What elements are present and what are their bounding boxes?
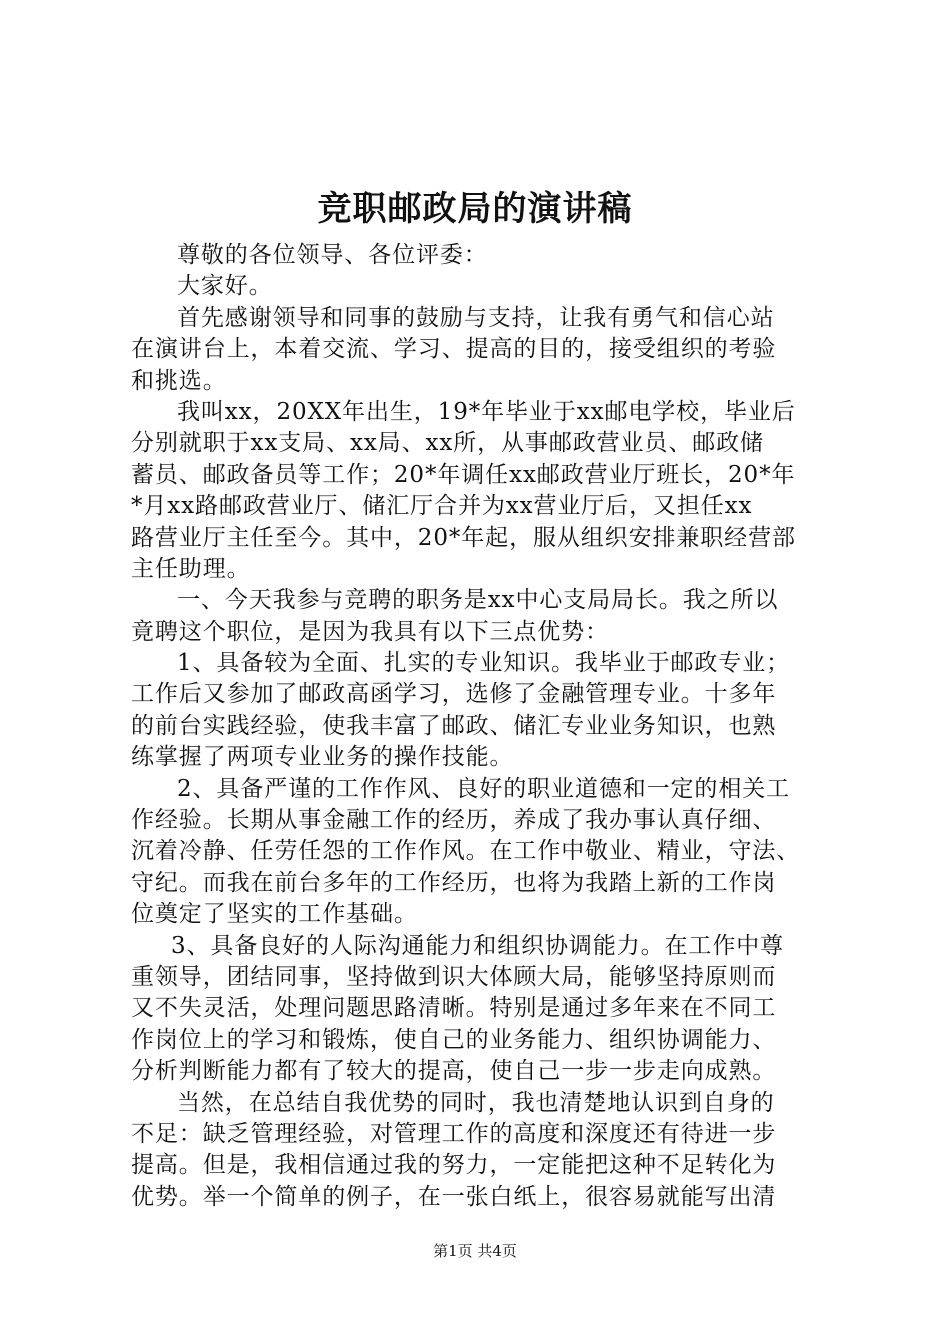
body-line: 竟聘这个职位，是因为我具有以下三点优势： — [131, 618, 609, 645]
body-line: 优势。举一个简单的例子，在一张白纸上，很容易就能写出清 — [131, 1183, 777, 1210]
body-line: 重领导，团结同事，坚持做到识大体顾大局，能够坚持原则而 — [131, 963, 777, 990]
body-line: 一、今天我参与竞聘的职务是xx中心支局局长。我之所以 — [177, 587, 779, 614]
body-line: 路营业厅主任至今。其中，20*年起，服从组织安排兼职经营部 — [131, 524, 796, 551]
body-line: 位奠定了坚实的工作基础。 — [131, 901, 418, 928]
page-number: 第1页 共4页 — [433, 1242, 517, 1260]
body-line: 主任助理。 — [131, 555, 251, 582]
body-line: *月xx路邮政营业厅、储汇厅合并为xx营业厅后，又担任xx — [131, 493, 753, 520]
body-line: 守纪。而我在前台多年的工作经历，也将为我踏上新的工作岗 — [131, 869, 777, 896]
document-body — [131, 240, 831, 1213]
body-line: 不足：缺乏管理经验，对管理工作的高度和深度还有待进一步 — [131, 1120, 777, 1147]
body-line: 首先感谢领导和同事的鼓励与支持，让我有勇气和信心站 — [177, 304, 775, 331]
body-line: 当然，在总结自我优势的同时，我也清楚地认识到自身的 — [177, 1089, 775, 1116]
body-line: 1、具备较为全面、扎实的专业知识。我毕业于邮政专业； — [177, 650, 791, 677]
body-line: 工作后又参加了邮政高函学习，选修了金融管理专业。十多年 — [131, 681, 777, 708]
body-line: 3、具备良好的人际沟通能力和组织协调能力。在工作中尊 — [171, 932, 785, 959]
body-line: 在演讲台上，本着交流、学习、提高的目的，接受组织的考验 — [131, 336, 777, 363]
body-line: 蓄员、邮政备员等工作；20*年调任xx邮政营业厅班长，20*年 — [131, 461, 796, 488]
body-line: 又不失灵活，处理问题思路清晰。特别是通过多年来在不同工 — [131, 995, 777, 1022]
body-line: 作经验。长期从事金融工作的经历，养成了我办事认真仔细、 — [131, 807, 777, 834]
body-line: 分析判断能力都有了较大的提高，使自己一步一步走向成熟。 — [131, 1058, 777, 1085]
body-line: 2、具备严谨的工作作风、良好的职业道德和一定的相关工 — [177, 775, 791, 802]
body-line: 大家好。 — [177, 273, 273, 300]
body-line: 练掌握了两项专业业务的操作技能。 — [131, 744, 514, 771]
body-line: 提高。但是，我相信通过我的努力，一定能把这种不足转化为 — [131, 1152, 777, 1179]
body-line: 的前台实践经验，使我丰富了邮政、储汇专业业务知识，也熟 — [131, 712, 777, 739]
body-line: 分别就职于xx支局、xx局、xx所，从事邮政营业员、邮政储 — [131, 430, 764, 457]
body-line: 我叫xx，20XX年出生，19*年毕业于xx邮电学校，毕业后 — [177, 398, 796, 425]
body-line: 沉着冷静、任劳任怨的工作作风。在工作中敬业、精业，守法、 — [131, 838, 801, 865]
document-title: 竞职邮政局的演讲稿 — [317, 189, 633, 229]
body-line: 和挑选。 — [131, 367, 227, 394]
body-line: 作岗位上的学习和锻炼，使自己的业务能力、组织协调能力、 — [131, 1026, 777, 1053]
body-line: 尊敬的各位领导、各位评委： — [177, 242, 488, 268]
